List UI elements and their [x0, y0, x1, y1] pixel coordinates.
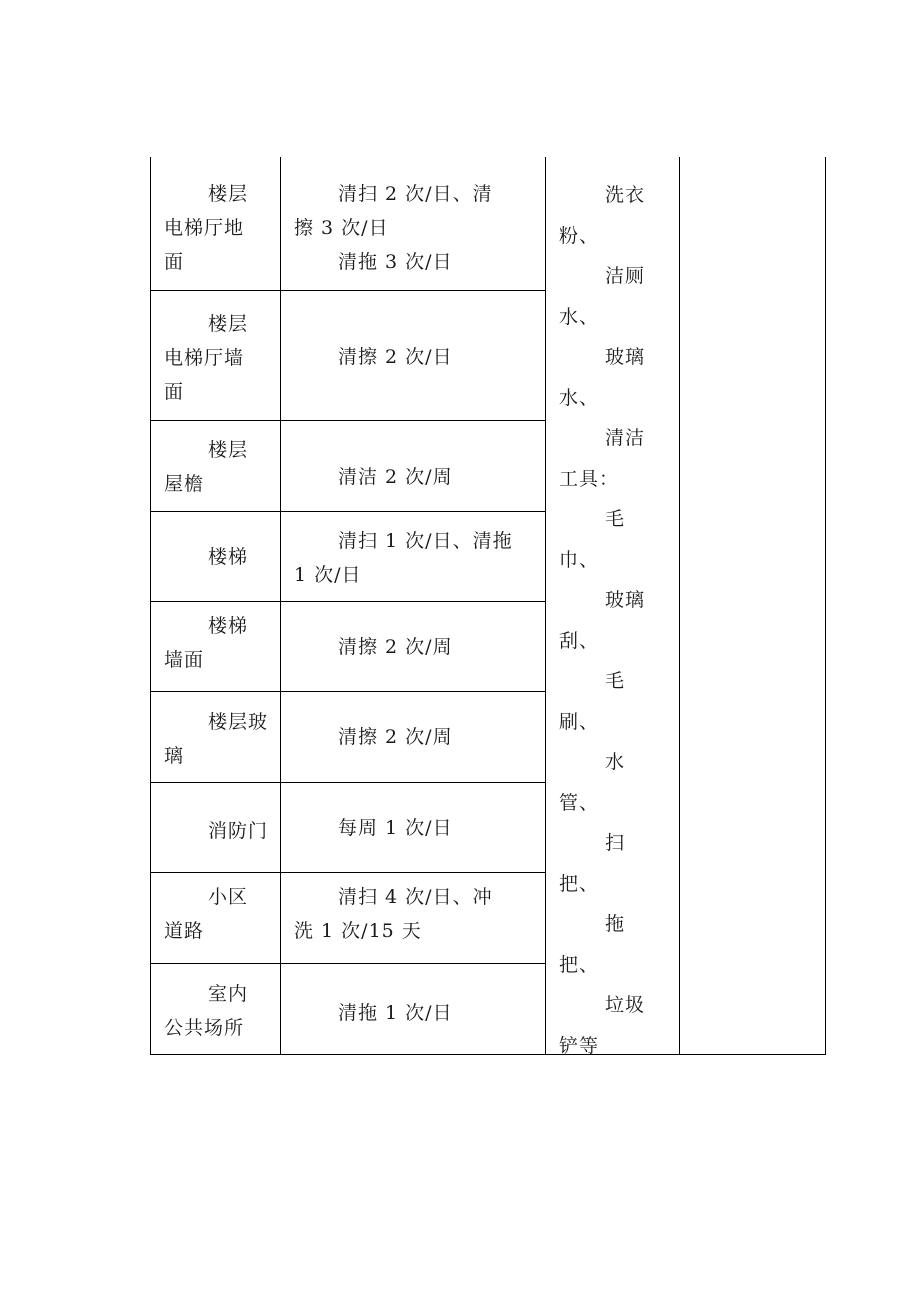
area-cell-line: 楼梯: [208, 546, 249, 568]
row-divider: [150, 782, 546, 783]
frequency-cell-line: 洗 1 次/15 天: [294, 920, 422, 942]
table-row: [164, 880, 248, 948]
area-cell-line: 电梯厅地: [164, 217, 245, 239]
table-row: [294, 460, 453, 494]
frequency-cell-line: 清擦 2 次/周: [338, 726, 453, 748]
table-row: [294, 630, 453, 664]
frequency-cell-line: 擦 3 次/日: [294, 217, 389, 239]
frequency-cell-line: 清擦 2 次/日: [338, 346, 453, 368]
area-cell-line: 楼层: [208, 313, 249, 335]
table-row: [294, 340, 453, 374]
supplies-line: 刷、: [559, 710, 600, 733]
area-cell-line: 电梯厅墙: [164, 347, 245, 369]
table-row: [294, 996, 453, 1030]
supplies-line: 水、: [559, 386, 600, 409]
column-divider: [679, 157, 680, 1055]
supplies-line: 把、: [559, 953, 600, 976]
frequency-cell-line: 清拖 1 次/日: [338, 1002, 453, 1024]
area-cell-line: 面: [164, 381, 185, 403]
column-divider: [545, 157, 546, 1055]
frequency-cell-line: 清扫 2 次/日、清: [338, 183, 493, 205]
frequency-cell-line: 1 次/日: [294, 564, 362, 586]
supplies-line: 管、: [559, 791, 600, 814]
area-cell-line: 室内: [208, 983, 249, 1005]
supplies-line: 粉、: [559, 224, 600, 247]
table-row: [294, 177, 493, 279]
table-row: [164, 177, 248, 279]
frequency-cell-line: 清擦 2 次/周: [338, 636, 453, 658]
area-cell-line: 楼层: [208, 183, 249, 205]
supplies-line: 拖: [605, 913, 626, 935]
table-row: [164, 307, 248, 409]
supplies-line: 毛: [605, 508, 626, 530]
table-row: [294, 720, 453, 754]
table-row: [164, 977, 248, 1045]
table-row: [164, 540, 248, 574]
supplies-line: 水: [605, 751, 626, 773]
table-row: [164, 705, 268, 773]
supplies-line: 垃圾: [605, 994, 646, 1016]
supplies-line: 铲等: [559, 1034, 600, 1057]
area-cell-line: 楼梯: [208, 615, 249, 637]
column-divider: [280, 157, 281, 1055]
area-cell-line: 道路: [164, 920, 205, 942]
supplies-line: 刮、: [559, 629, 600, 652]
supplies-line: 巾、: [559, 548, 600, 571]
supplies-line: 工具：: [559, 467, 620, 490]
frequency-cell-line: 清扫 4 次/日、冲: [338, 886, 493, 908]
frequency-cell-line: 清拖 3 次/日: [338, 251, 453, 273]
supplies-line: 把、: [559, 872, 600, 895]
supplies-line: 毛: [605, 670, 626, 692]
table-border-left: [150, 157, 151, 1055]
area-cell-line: 墙面: [164, 649, 205, 671]
row-divider: [150, 963, 546, 964]
frequency-cell-line: 清洁 2 次/周: [338, 466, 453, 488]
frequency-cell-line: 清扫 1 次/日、清拖: [338, 530, 513, 552]
table-row: [164, 609, 248, 677]
row-divider: [150, 290, 546, 291]
row-divider: [150, 601, 546, 602]
supplies-line: 洗衣: [605, 184, 646, 206]
table-row: [294, 811, 453, 845]
supplies-line: 洁厕: [605, 265, 646, 287]
area-cell-line: 屋檐: [164, 473, 205, 495]
supplies-cell: [559, 175, 645, 1066]
row-divider: [150, 511, 546, 512]
table-border-right: [825, 157, 826, 1055]
area-cell-line: 楼层: [208, 439, 249, 461]
frequency-cell-line: 每周 1 次/日: [338, 817, 453, 839]
supplies-line: 水、: [559, 305, 600, 328]
supplies-line: 清洁: [605, 427, 646, 449]
area-cell-line: 璃: [164, 745, 185, 767]
row-divider: [150, 872, 546, 873]
row-divider: [150, 420, 546, 421]
table-row: [164, 814, 268, 848]
table-row: [164, 433, 248, 501]
table-row: [294, 524, 513, 592]
row-divider: [150, 691, 546, 692]
table-row: [294, 880, 493, 948]
area-cell-line: 小区: [208, 886, 249, 908]
area-cell-line: 面: [164, 251, 185, 273]
cleaning-schedule-table: [150, 157, 826, 1055]
table-border-bottom: [150, 1054, 826, 1055]
area-cell-line: 消防门: [208, 820, 269, 842]
supplies-line: 扫: [605, 832, 626, 854]
area-cell-line: 楼层玻: [208, 711, 269, 733]
supplies-line: 玻璃: [605, 589, 646, 611]
area-cell-line: 公共场所: [164, 1017, 245, 1039]
supplies-line: 玻璃: [605, 346, 646, 368]
